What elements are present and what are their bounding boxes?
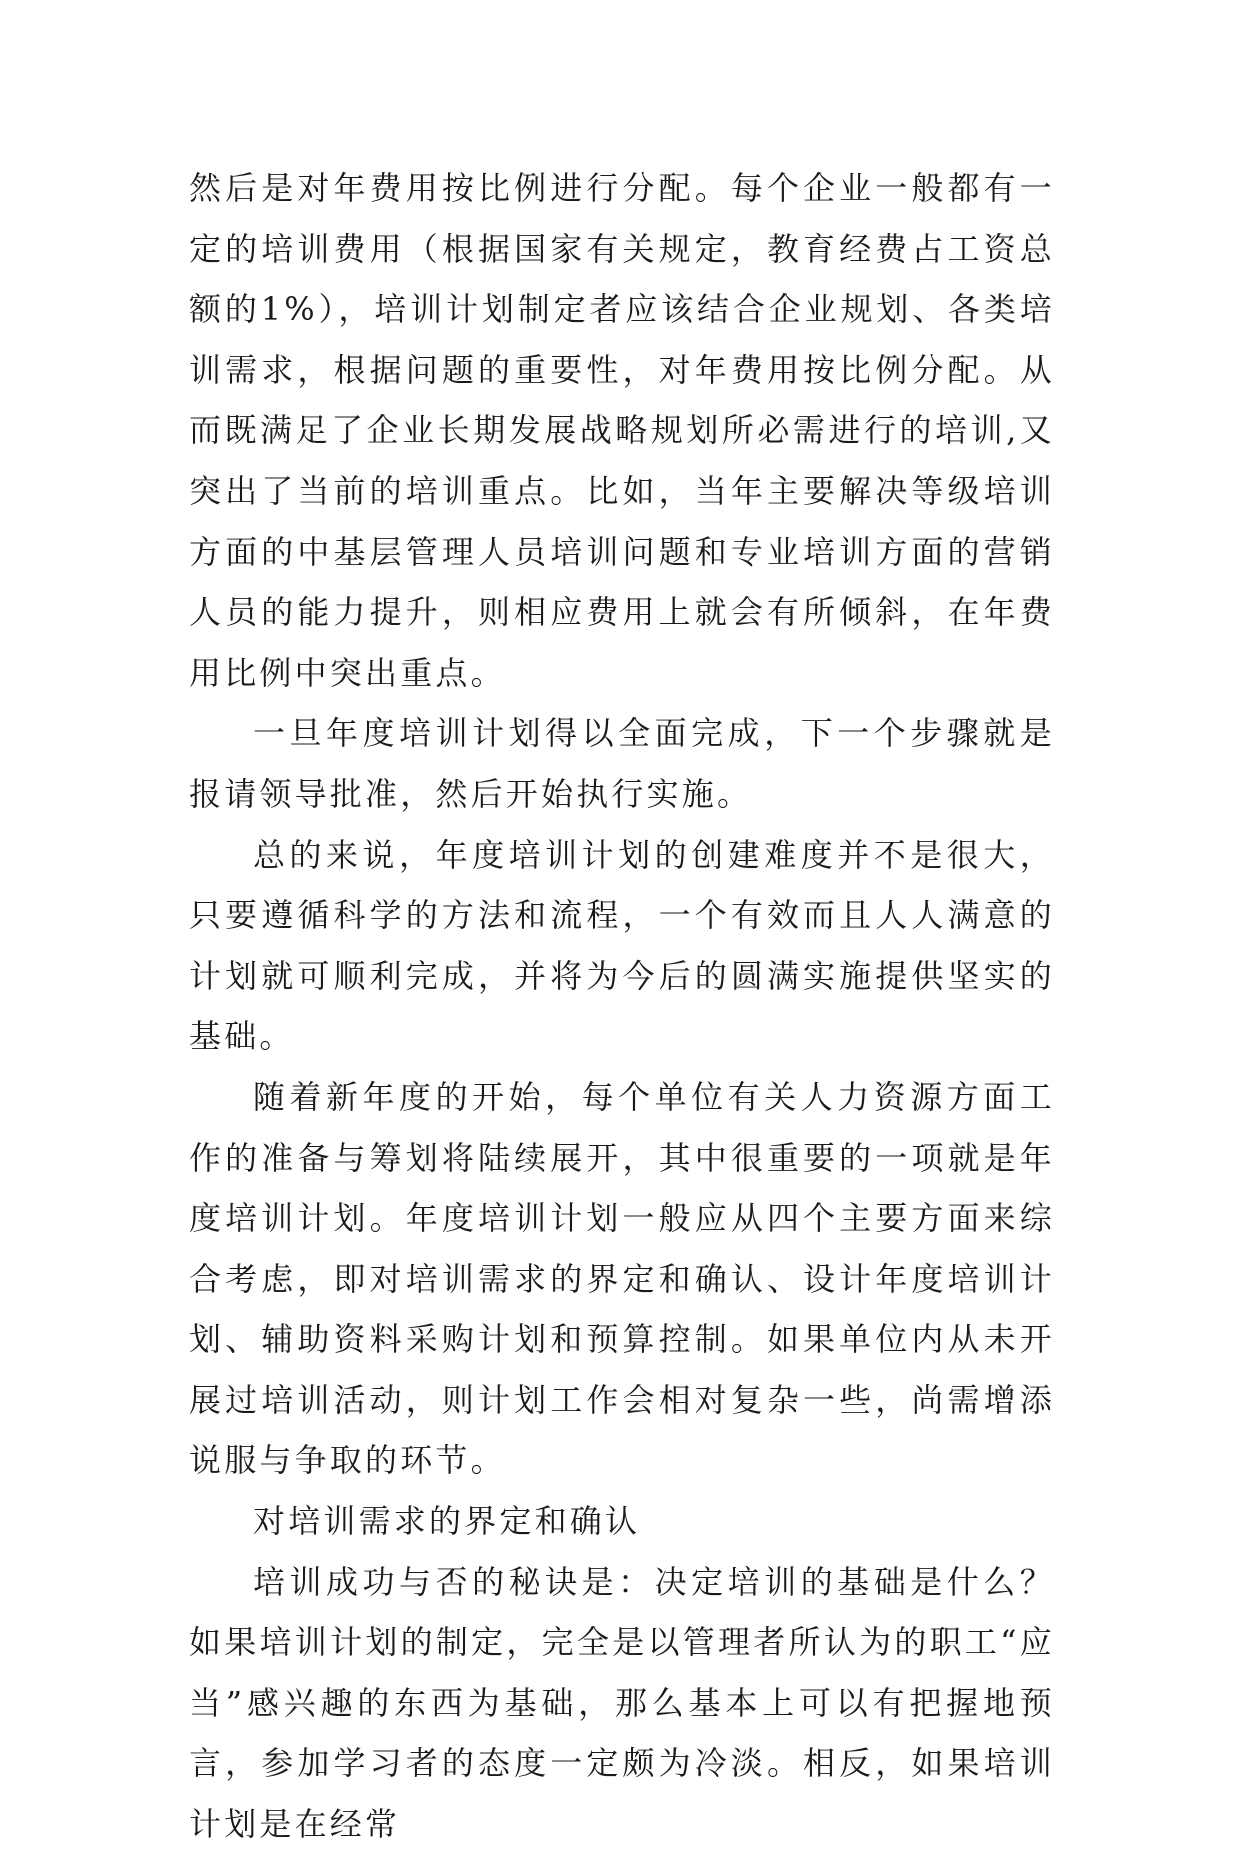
paragraph-3: 总的来说，年度培训计划的创建难度并不是很大，只要遵循科学的方法和流程，一个有效而且人人满意的计划就可顺利完成，并将为今后的圆满实施提供坚实的基础。 [189, 835, 1055, 1056]
document-body [189, 158, 1055, 1855]
paragraph-5: 培训成功与否的秘诀是：决定培训的基础是什么？如果培训计划的制定，完全是以管理者所认为的职工“应当”感兴趣的东西为基础，那么基本上可以有把握地预言，参加学习者的态度一定颇为冷淡。相反，如果培训计划是在经常 [189, 1562, 1055, 1844]
section-heading: 对培训需求的界定和确认 [253, 1502, 641, 1541]
paragraph-1: 然后是对年费用按比例进行分配。每个企业一般都有一定的培训费用（根据国家有关规定，教育经费占工资总额的1%），培训计划制定者应该结合企业规划、各类培训需求，根据问题的重要性，对年费用按比例分配。从而既满足了企业长期发展战略规划所必需进行的培训,又突出了当前的培训重点。比如，当年主要解决等级培训方面的中基层管理人员培训问题和专业培训方面的营销人员的能力提升，则相应费用上就会有所倾斜，在年费用比例中突出重点。 [189, 169, 1055, 692]
paragraph-4: 随着新年度的开始，每个单位有关人力资源方面工作的准备与筹划将陆续展开，其中很重要的一项就是年度培训计划。年度培训计划一般应从四个主要方面来综合考虑，即对培训需求的界定和确认、设计年度培训计划、辅助资料采购计划和预算控制。如果单位内从未开展过培训活动，则计划工作会相对复杂一些，尚需增添说服与争取的环节。 [189, 1077, 1055, 1480]
paragraph-2: 一旦年度培训计划得以全面完成，下一个步骤就是报请领导批准，然后开始执行实施。 [189, 714, 1055, 813]
